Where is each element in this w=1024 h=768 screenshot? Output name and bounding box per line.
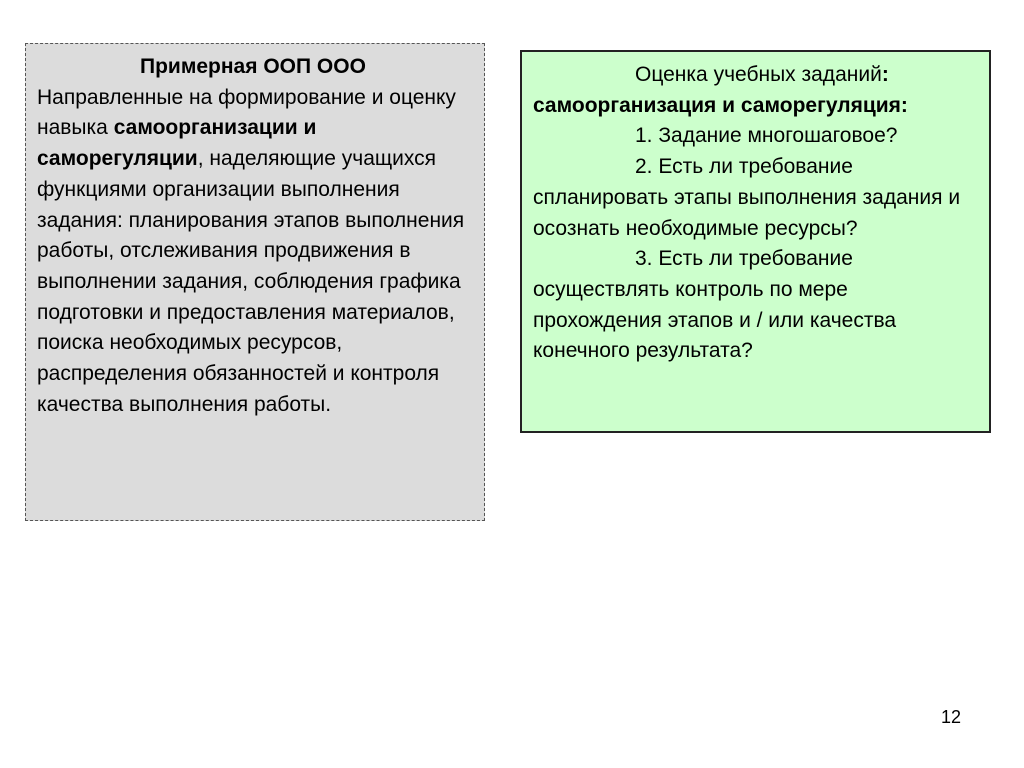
question-item-3-rest: осуществлять контроль по мере прохождения этапов и / или качества конечного результата? xyxy=(533,277,897,363)
left-panel-text-1: Направленные на формирование и оценку навыка xyxy=(37,85,456,140)
right-panel-subheading: самоорганизация и саморегуляция: xyxy=(533,93,908,117)
left-panel-body xyxy=(37,83,474,421)
page-number: 12 xyxy=(941,707,962,727)
right-panel-heading-colon: : xyxy=(881,63,889,86)
question-item-2-rest: спланировать этапы выполнения задания и осознать необходимые ресурсы? xyxy=(533,185,961,240)
left-panel-text-2: , наделяющие учащихся функциями организации выполнения задания: планирования этапов выполнения работы, отслеживания продвижения в выполнении задания, соблюдения графика подготовки и предоставления материалов, поиска необходимых ресурсов, распределения обязанностей и контроля качества выполнения работы. xyxy=(37,147,465,416)
question-item-1: 1. Задание многошаговое? xyxy=(635,124,898,148)
right-assessment-panel xyxy=(520,50,991,433)
left-text-panel xyxy=(25,43,485,521)
question-item-3-line-1: 3. Есть ли требование xyxy=(635,247,853,271)
left-panel-title: Примерная ООП ООО xyxy=(140,55,366,78)
right-panel-heading-text: Оценка учебных заданий xyxy=(635,63,882,86)
right-panel-heading xyxy=(533,60,981,91)
question-item-2-line-1: 2. Есть ли требование xyxy=(635,155,853,179)
left-panel-bold-term: самоорганизации и саморегуляции xyxy=(37,116,317,171)
